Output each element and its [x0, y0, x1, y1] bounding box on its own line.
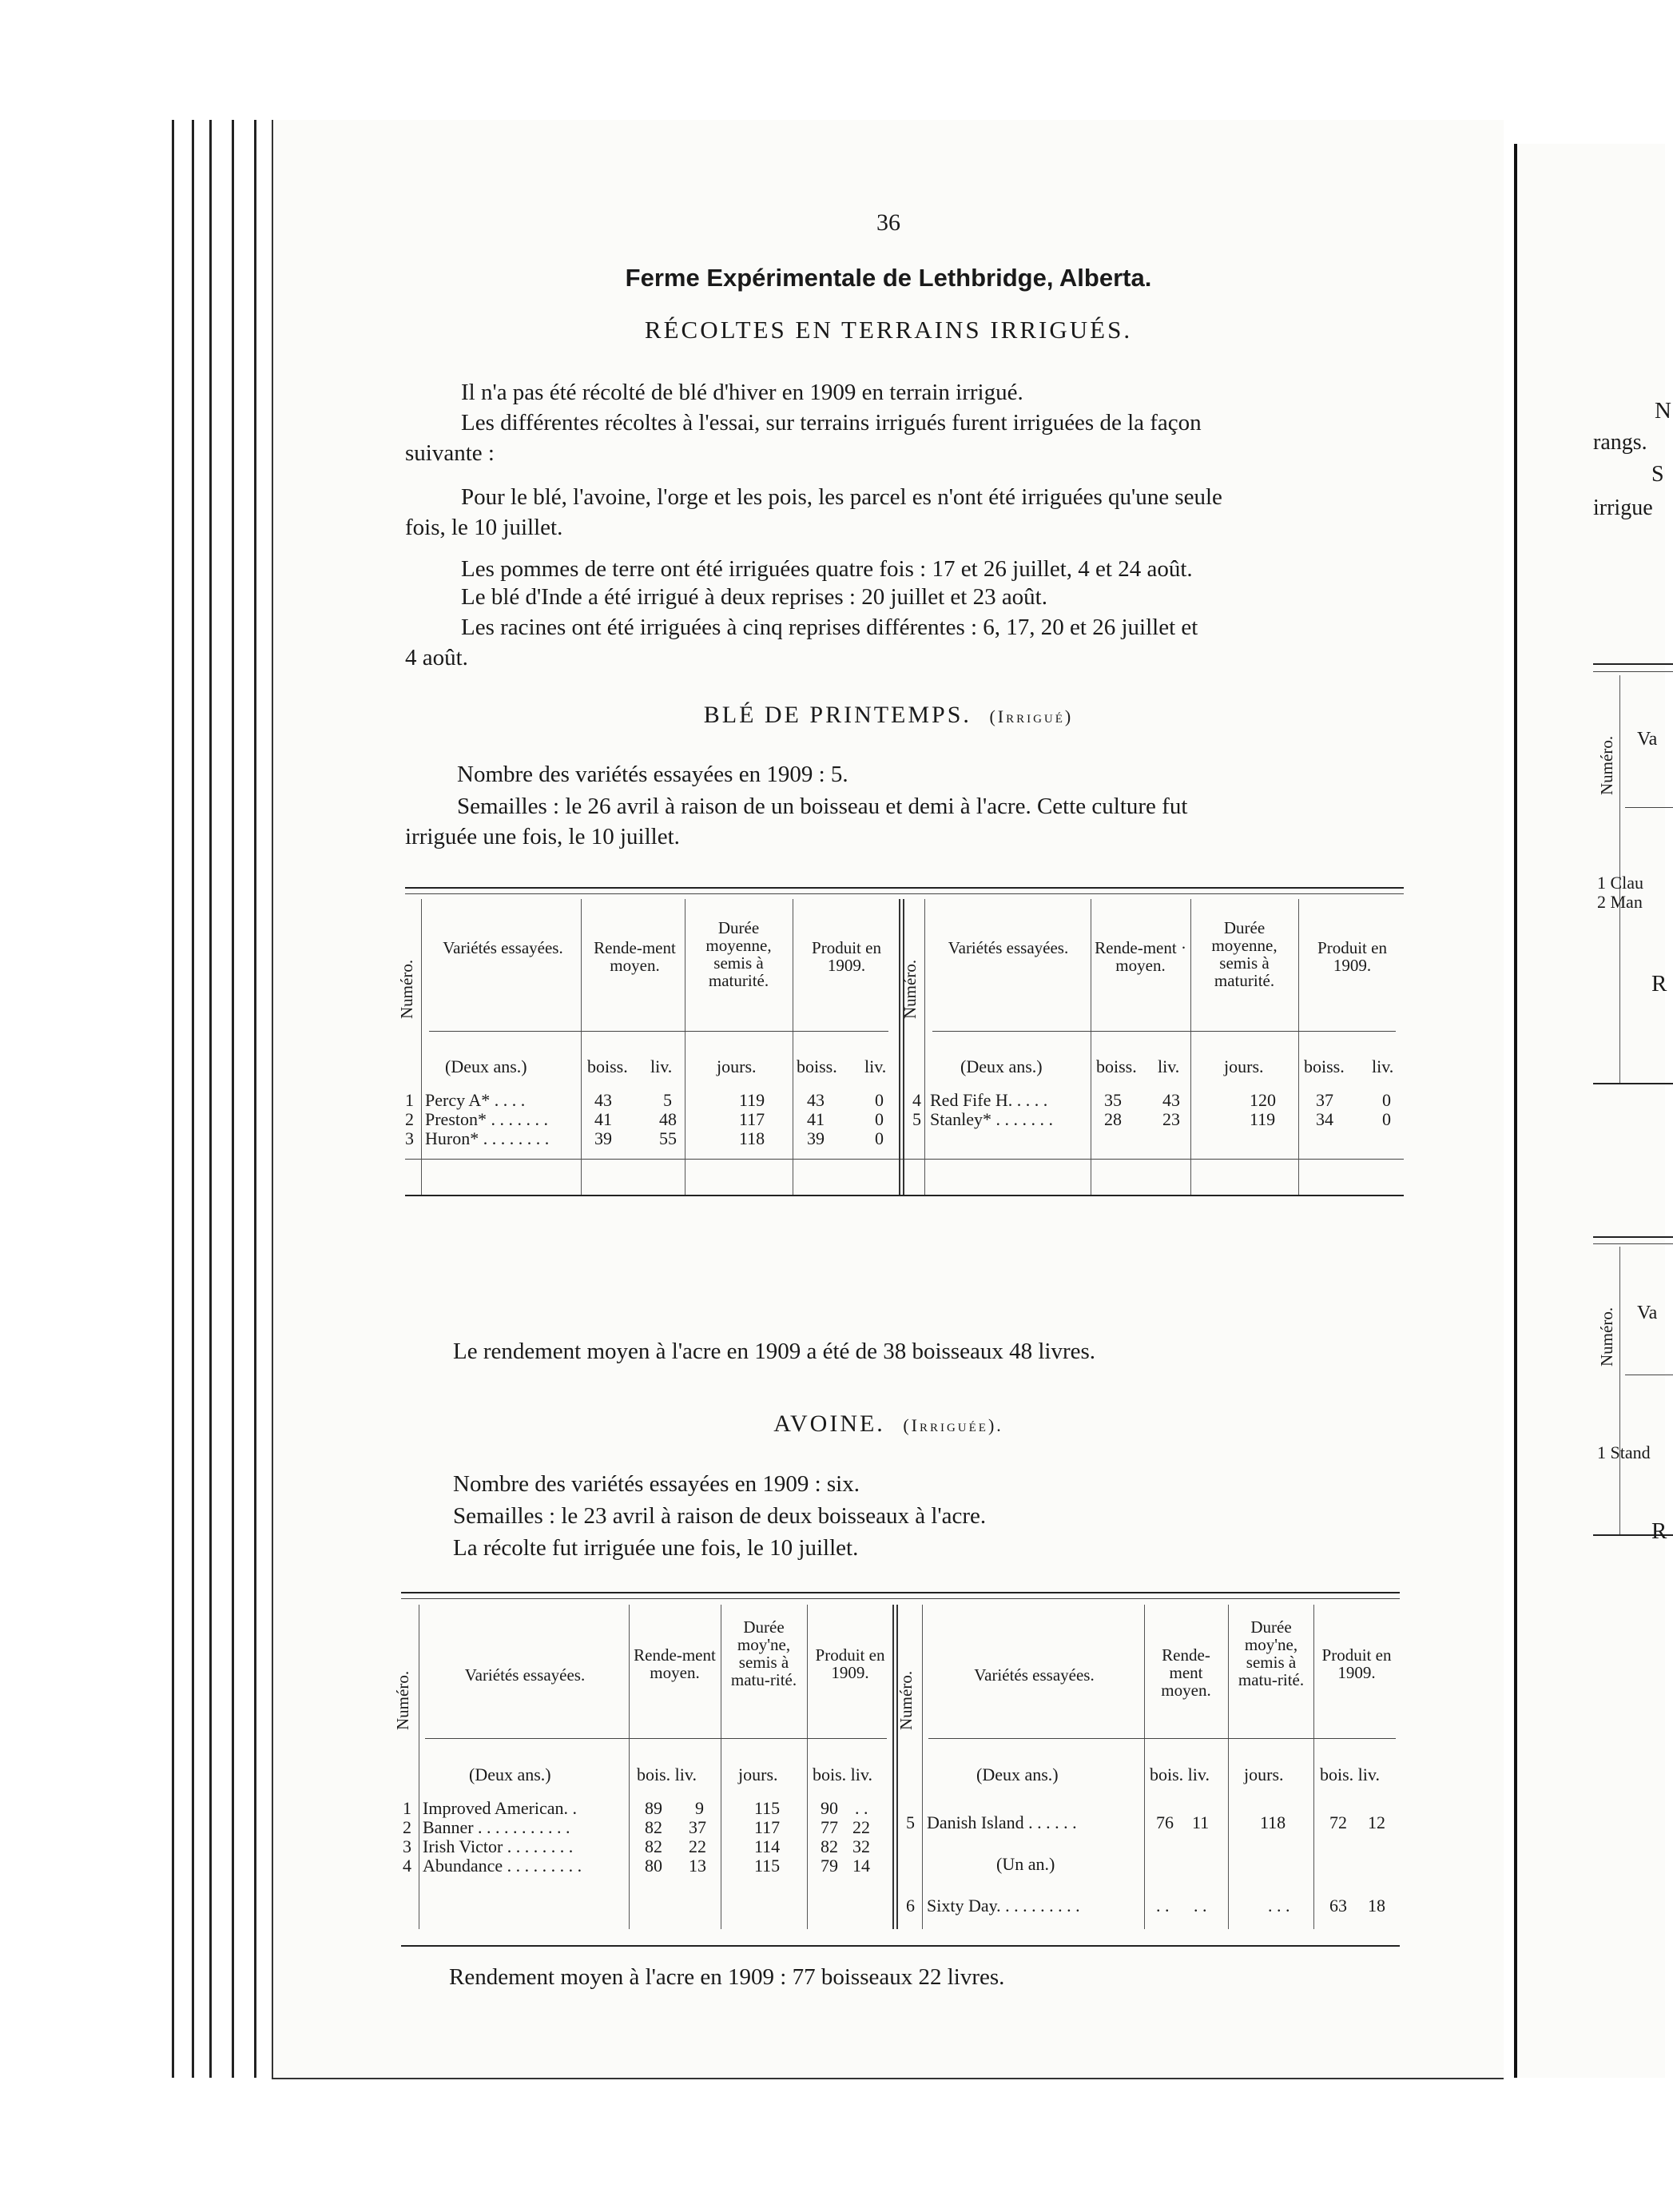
variety-name: Sixty Day. . . . . . . . . .: [927, 1896, 1080, 1916]
wheat-unit-deux-ans-right: (Deux ans.): [960, 1056, 1043, 1076]
wheat-sowing-cont: irriguée une fois, le 10 juillet.: [405, 824, 680, 849]
oats-header-varietes-right: Variétés essayées.: [974, 1665, 1095, 1685]
oats-unit-boisliv-right: bois. liv.: [1150, 1764, 1210, 1784]
variety-name: Stanley* . . . . . . .: [930, 1109, 1053, 1129]
wheat-unit-liv-right: liv.: [1372, 1056, 1394, 1076]
oats-unit-boisliv-right: bois. liv.: [1320, 1764, 1380, 1784]
oats-header-produit-right: Produit en 1909.: [1321, 1645, 1392, 1682]
book-edge: [209, 120, 212, 2078]
yield-pounds: 9: [695, 1798, 704, 1818]
row-number: 2: [405, 1109, 414, 1129]
wheat-header-duree-right: Durée moyenne, semis à maturité.: [1211, 918, 1278, 990]
oats-title: [273, 1410, 1504, 1438]
wheat-header-varietes-right: Variétés essayées.: [948, 938, 1069, 957]
product-pounds: 0: [875, 1128, 884, 1148]
fragment-text: 2 Man: [1597, 892, 1643, 912]
fragment-text: N: [1655, 398, 1671, 424]
fragment-text: Numéro.: [1597, 1307, 1616, 1367]
product-pounds: . .: [855, 1798, 868, 1818]
fragment-text: S: [1651, 462, 1664, 487]
yield-bushels: 41: [594, 1109, 612, 1129]
intro-line: Le blé d'Inde a été irrigué à deux reprises : 20 juillet et 23 août.: [461, 584, 1047, 610]
book-page: [272, 120, 1504, 2079]
row-number: 3: [403, 1836, 411, 1856]
wheat-unit-boiss: boiss.: [797, 1056, 837, 1076]
intro-line: Pour le blé, l'avoine, l'orge et les pois, les parcel es n'ont été irriguées qu'une seule: [461, 484, 1222, 510]
oats-title-note: (Irriguée).: [903, 1415, 1003, 1435]
wheat-unit-boiss-right: boiss.: [1096, 1056, 1137, 1076]
adjacent-page-fragment: [1514, 144, 1671, 2078]
product-pounds: 12: [1368, 1812, 1385, 1832]
oats-unit-deux-ans-right: (Deux ans.): [976, 1764, 1059, 1784]
yield-pounds: 11: [1192, 1812, 1210, 1832]
intro-line: suivante :: [405, 440, 495, 466]
product-bushels: 82: [821, 1836, 838, 1856]
product-bushels: 43: [807, 1090, 825, 1110]
yield-bushels: 39: [594, 1128, 612, 1148]
variety-name: Irish Victor . . . . . . . .: [423, 1836, 574, 1856]
oats-varieties-count: Nombre des variétés essayées en 1909 : six.: [453, 1471, 860, 1497]
wheat-unit-liv-right: liv.: [1158, 1056, 1180, 1076]
oats-irrigation: La récolte fut irriguée une fois, le 10 juillet.: [453, 1535, 859, 1561]
days: 120: [1250, 1090, 1276, 1110]
wheat-header-rendement: Rende-ment moyen.: [594, 938, 676, 975]
oats-header-numero-right: Numéro.: [896, 1670, 916, 1730]
section-title: RÉCOLTES EN TERRAINS IRRIGUÉS.: [644, 316, 1133, 344]
wheat-unit-liv: liv.: [864, 1056, 887, 1076]
row-number: 5: [912, 1109, 921, 1129]
wheat-header-duree: Durée moyenne, semis à maturité.: [705, 918, 772, 990]
yield-pounds: 48: [659, 1109, 677, 1129]
oats-unit-deux-ans: (Deux ans.): [469, 1764, 551, 1784]
book-edge: [232, 120, 234, 2078]
oats-header-varietes: Variétés essayées.: [464, 1665, 586, 1685]
intro-line: Les pommes de terre ont été irriguées quatre fois : 17 et 26 juillet, 4 et 24 août.: [461, 556, 1193, 582]
variety-name: Danish Island . . . . . .: [927, 1812, 1077, 1832]
oats-header-produit: Produit en 1909.: [815, 1645, 885, 1682]
wheat-unit-deux-ans: (Deux ans.): [445, 1056, 527, 1076]
fragment-text: rangs.: [1593, 430, 1647, 455]
product-bushels: 34: [1316, 1109, 1333, 1129]
variety-name: Red Fife H. . . . .: [930, 1090, 1048, 1110]
row-number: 2: [403, 1817, 411, 1837]
variety-name: Huron* . . . . . . . .: [425, 1128, 550, 1148]
product-bushels: 63: [1329, 1896, 1347, 1916]
yield-pounds: 37: [689, 1817, 706, 1837]
row-number: 1: [403, 1798, 411, 1818]
yield-bushels: 35: [1104, 1090, 1122, 1110]
days: 115: [754, 1798, 781, 1818]
yield-pounds: 43: [1162, 1090, 1180, 1110]
product-pounds: 0: [875, 1090, 884, 1110]
yield-pounds: . .: [1194, 1896, 1207, 1916]
product-pounds: 0: [1382, 1090, 1391, 1110]
wheat-header-rendement-right: Rende-ment · moyen.: [1095, 938, 1186, 975]
variety-name: Abundance . . . . . . . . .: [423, 1856, 582, 1876]
oats-unit-un-an: (Un an.): [996, 1854, 1055, 1874]
oats-sowing: Semailles : le 23 avril à raison de deux boisseaux à l'acre.: [453, 1503, 987, 1529]
intro-line: Les différentes récoltes à l'essai, sur terrains irrigués furent irriguées de la façon: [461, 410, 1202, 436]
product-pounds: 18: [1368, 1896, 1385, 1916]
book-edge: [192, 120, 194, 2078]
book-edge: [172, 120, 174, 2078]
oats-header-duree: Durée moy'ne, semis à matu-rité.: [730, 1617, 797, 1689]
intro-line: Il n'a pas été récolté de blé d'hiver en 1909 en terrain irrigué.: [461, 380, 1023, 405]
wheat-title-text: BLÉ DE PRINTEMPS.: [703, 702, 972, 728]
yield-bushels: 43: [594, 1090, 612, 1110]
product-bushels: 41: [807, 1109, 825, 1129]
days: 119: [1250, 1109, 1276, 1129]
days: 119: [739, 1090, 765, 1110]
farm-heading: Ferme Expérimentale de Lethbridge, Alberta.: [625, 264, 1152, 292]
oats-unit-jours: jours.: [738, 1764, 778, 1784]
fragment-text: R: [1651, 971, 1667, 997]
days: 115: [754, 1856, 781, 1876]
yield-pounds: 5: [663, 1090, 672, 1110]
variety-name: Banner . . . . . . . . . . .: [423, 1817, 570, 1837]
fragment-text: 1 Clau: [1597, 873, 1644, 893]
variety-name: Percy A* . . . .: [425, 1090, 526, 1110]
wheat-title-note: (Irrigué): [989, 706, 1074, 726]
row-number: 1: [405, 1090, 414, 1110]
wheat-sowing: Semailles : le 26 avril à raison de un boisseau et demi à l'acre. Cette culture fut: [457, 794, 1188, 819]
days: 117: [754, 1817, 781, 1837]
fragment-text: R: [1651, 1518, 1667, 1544]
yield-pounds: 23: [1162, 1109, 1180, 1129]
product-pounds: 32: [852, 1836, 870, 1856]
intro-line: Les racines ont été irriguées à cinq reprises différentes : 6, 17, 20 et 26 juillet et: [461, 615, 1198, 640]
wheat-unit-liv: liv.: [650, 1056, 673, 1076]
wheat-header-produit-right: Produit en 1909.: [1317, 938, 1387, 975]
days: 117: [739, 1109, 765, 1129]
product-bushels: 90: [821, 1798, 838, 1818]
fragment-text: Va: [1637, 1303, 1658, 1323]
wheat-unit-boiss: boiss.: [587, 1056, 628, 1076]
row-number: 3: [405, 1128, 414, 1148]
fragment-text: Numéro.: [1597, 735, 1616, 795]
product-pounds: 22: [852, 1817, 870, 1837]
product-bushels: 39: [807, 1128, 825, 1148]
yield-bushels: 80: [645, 1856, 662, 1876]
row-number: 4: [912, 1090, 921, 1110]
yield-bushels: 28: [1104, 1109, 1122, 1129]
fragment-text: Va: [1637, 729, 1658, 750]
intro-line: 4 août.: [405, 645, 468, 670]
product-bushels: 79: [821, 1856, 838, 1876]
oats-header-duree-right: Durée moy'ne, semis à matu-rité.: [1238, 1617, 1305, 1689]
days: 118: [739, 1128, 765, 1148]
page-number: 36: [876, 209, 900, 236]
product-pounds: 0: [875, 1109, 884, 1129]
wheat-unit-jours-right: jours.: [1224, 1056, 1264, 1076]
oats-title-text: AVOINE.: [773, 1410, 885, 1437]
yield-bushels: 76: [1156, 1812, 1174, 1832]
wheat-header-produit: Produit en 1909.: [812, 938, 881, 975]
wheat-unit-boiss-right: boiss.: [1304, 1056, 1345, 1076]
days: 118: [1260, 1812, 1286, 1832]
fragment-text: 1 Stand: [1597, 1442, 1651, 1462]
days: . . .: [1268, 1896, 1290, 1916]
oats-unit-boisliv: bois. liv.: [637, 1764, 697, 1784]
intro-line: fois, le 10 juillet.: [405, 515, 563, 540]
yield-pounds: 13: [689, 1856, 706, 1876]
wheat-header-varietes: Variétés essayées.: [443, 938, 563, 957]
wheat-header-numero: Numéro.: [397, 959, 416, 1019]
oats-header-rendement-right: Rende-ment moyen.: [1161, 1645, 1211, 1700]
wheat-unit-jours: jours.: [717, 1056, 757, 1076]
yield-pounds: 22: [689, 1836, 706, 1856]
row-number: 5: [906, 1812, 915, 1832]
oats-unit-boisliv: bois. liv.: [813, 1764, 872, 1784]
row-number: 6: [906, 1896, 915, 1916]
oats-summary: Rendement moyen à l'acre en 1909 : 77 boisseaux 22 livres.: [449, 1964, 1005, 1990]
book-edge: [254, 120, 256, 2078]
row-number: 4: [403, 1856, 411, 1876]
product-pounds: 14: [852, 1856, 870, 1876]
days: 114: [754, 1836, 781, 1856]
yield-bushels: 82: [645, 1836, 662, 1856]
oats-header-numero: Numéro.: [393, 1670, 412, 1730]
wheat-varieties-count: Nombre des variétés essayées en 1909 : 5.: [457, 762, 848, 787]
oats-header-rendement: Rende-ment moyen.: [634, 1645, 716, 1682]
product-bushels: 77: [821, 1817, 838, 1837]
wheat-summary: Le rendement moyen à l'acre en 1909 a été de 38 boisseaux 48 livres.: [453, 1339, 1096, 1364]
variety-name: Preston* . . . . . . .: [425, 1109, 548, 1129]
product-pounds: 0: [1382, 1109, 1391, 1129]
variety-name: Improved American. .: [423, 1798, 578, 1818]
product-bushels: 72: [1329, 1812, 1347, 1832]
yield-bushels: 89: [645, 1798, 662, 1818]
product-bushels: 37: [1316, 1090, 1333, 1110]
fragment-text: irrigue: [1593, 495, 1653, 520]
yield-bushels: 82: [645, 1817, 662, 1837]
wheat-header-numero-right: Numéro.: [900, 959, 920, 1019]
yield-pounds: 55: [659, 1128, 677, 1148]
oats-unit-jours-right: jours.: [1244, 1764, 1284, 1784]
wheat-title: [273, 702, 1504, 729]
yield-bushels: . .: [1156, 1896, 1170, 1916]
